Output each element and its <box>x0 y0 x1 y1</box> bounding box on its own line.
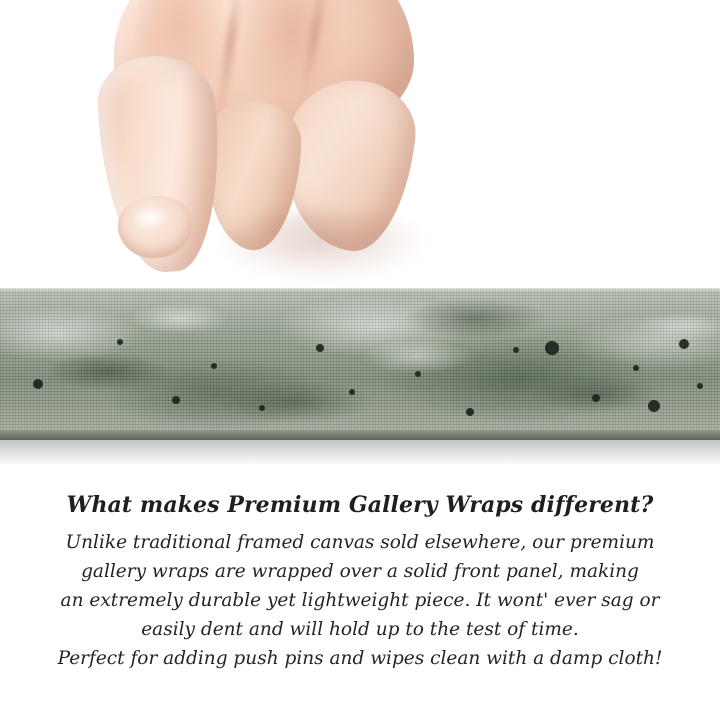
canvas-weave-texture <box>0 288 720 440</box>
canvas-speck <box>259 405 265 411</box>
canvas-speck <box>545 341 559 355</box>
canvas-speck <box>172 396 180 404</box>
caption-line: gallery wraps are wrapped over a solid front panel, making <box>81 561 639 582</box>
caption-block <box>0 492 720 673</box>
canvas-speck <box>211 363 217 369</box>
canvas-speck <box>592 394 600 402</box>
canvas-speck <box>697 383 703 389</box>
hand-shadow <box>216 210 426 280</box>
canvas-speck <box>633 365 639 371</box>
canvas-wrap-edge <box>0 288 720 440</box>
canvas-speck <box>349 389 355 395</box>
canvas-speck <box>33 379 43 389</box>
canvas-speck <box>466 408 474 416</box>
hand-illustration <box>96 0 426 310</box>
canvas-speck <box>415 371 421 377</box>
canvas-top-edge <box>0 288 720 293</box>
caption-line: Unlike traditional framed canvas sold elsewhere, our premium <box>65 532 655 553</box>
canvas-speck <box>513 347 519 353</box>
canvas-speck <box>648 400 660 412</box>
canvas-speck <box>117 339 123 345</box>
canvas-speck <box>679 339 689 349</box>
caption-heading: What makes Premium Gallery Wraps different? <box>66 492 654 518</box>
caption-line: an extremely durable yet lightweight piece. It wont' ever sag or <box>60 590 660 611</box>
canvas-bottom-edge <box>0 430 720 440</box>
caption-line: Perfect for adding push pins and wipes clean with a damp cloth! <box>57 648 663 669</box>
canvas-speck <box>316 344 324 352</box>
canvas-drop-shadow <box>0 440 720 466</box>
caption-line: easily dent and will hold up to the test of time. <box>141 619 579 640</box>
